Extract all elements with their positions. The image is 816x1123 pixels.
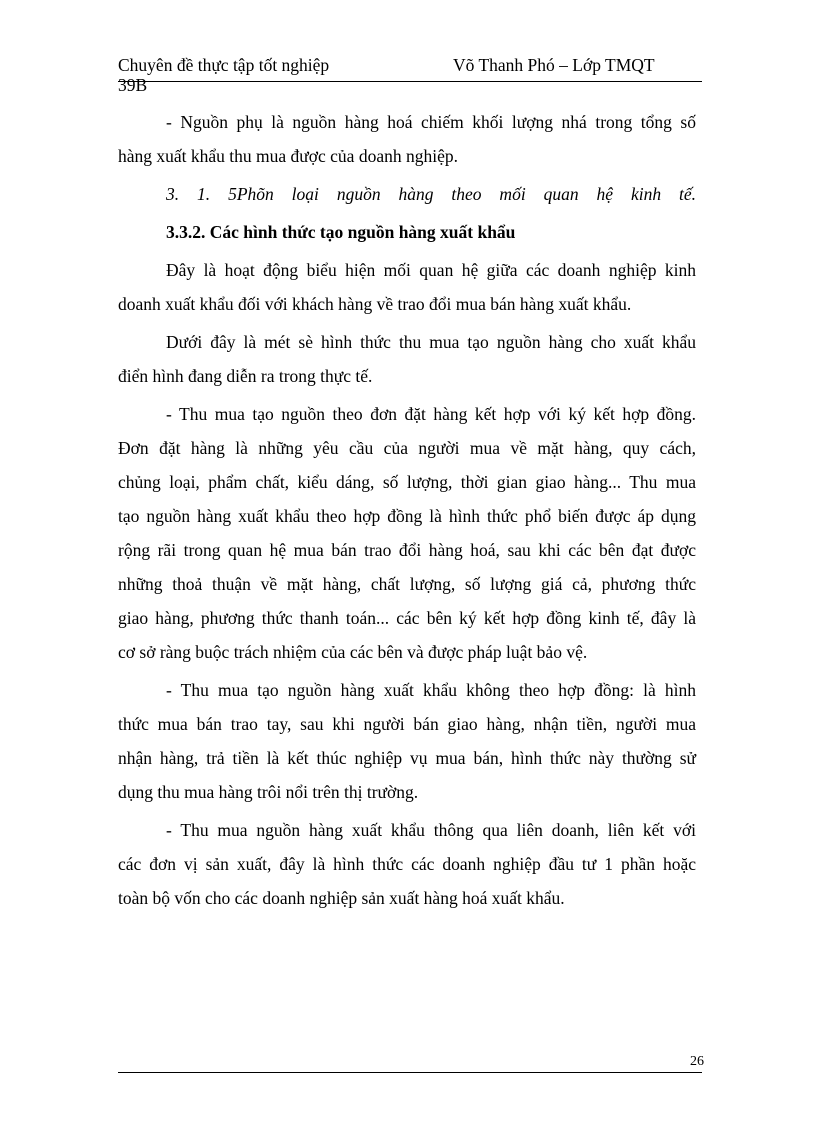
text-line: cơ sở ràng buộc trách nhiệm của các bên và được pháp luật bảo vệ.: [118, 642, 588, 662]
text-line: dụng thu mua hàng trôi nổi trên thị trường.: [118, 782, 419, 802]
text-line: - Thu mua tạo nguồn theo đơn đặt hàng kết hợp với ký kết hợp đồng.: [166, 404, 696, 424]
header-title: Chuyên đề thực tập tốt nghiệp: [118, 55, 330, 75]
text-line: những thoả thuận về mặt hàng, chất lượng, số lượng giá cả, phương thức: [118, 574, 696, 594]
header-class-continuation: 39B: [118, 75, 148, 95]
header-divider: [118, 81, 702, 82]
paragraph-joint-venture: [118, 813, 696, 915]
subheading-italic: 3. 1. 5Phõn loại nguồn hàng theo mối quan hệ kinh tế.: [166, 184, 696, 204]
paragraph-no-contract: [118, 673, 696, 809]
paragraph-intro: [118, 253, 696, 321]
text-line: toàn bộ vốn cho các doanh nghiệp sản xuất hàng hoá xuất khẩu.: [118, 888, 565, 908]
text-line: Đây là hoạt động biểu hiện mối quan hệ giữa các doanh nghiệp kinh: [166, 260, 696, 280]
text-line: Đơn đặt hàng là những yêu cầu của người mua về mặt hàng, quy cách,: [118, 438, 696, 458]
text-line: điển hình đang diễn ra trong thực tế.: [118, 366, 373, 386]
header-author: Võ Thanh Phó – Lớp TMQT: [453, 55, 655, 75]
text-line: - Nguồn phụ là nguồn hàng hoá chiếm khối lượng nhá trong tổng số: [166, 112, 696, 132]
text-line: hàng xuất khẩu thu mua được của doanh nghiệp.: [118, 146, 458, 166]
text-line: các đơn vị sản xuất, đây là hình thức các doanh nghiệp đầu tư 1 phần hoặc: [118, 854, 696, 874]
section-heading: 3.3.2. Các hình thức tạo nguồn hàng xuất khẩu: [166, 222, 516, 242]
paragraph-order-based: [118, 397, 696, 669]
text-line: chủng loại, phẩm chất, kiểu dáng, số lượng, thời gian giao hàng... Thu mua: [118, 472, 696, 492]
text-line: rộng rãi trong quan hệ mua bán trao đổi hàng hoá, sau khi các bên đạt được: [118, 540, 696, 560]
page-number: 26: [690, 1054, 704, 1069]
text-line: - Thu mua nguồn hàng xuất khẩu thông qua liên doanh, liên kết với: [166, 820, 696, 840]
paragraph-secondary-source: [118, 105, 696, 173]
text-line: tạo nguồn hàng xuất khẩu theo hợp đồng là hình thức phổ biến được áp dụng: [118, 506, 696, 526]
text-line: Dưới đây là mét sè hình thức thu mua tạo nguồn hàng cho xuất khẩu: [166, 332, 696, 352]
text-line: giao hàng, phương thức thanh toán... các bên ký kết hợp đồng kinh tế, đây là: [118, 608, 696, 628]
section-heading-wrapper: [118, 215, 696, 249]
text-line: doanh xuất khẩu đối với khách hàng về trao đổi mua bán hàng xuất khẩu.: [118, 294, 632, 314]
body-content: [118, 105, 696, 919]
text-line: nhận hàng, trả tiền là kết thúc nghiệp vụ mua bán, hình thức này thường sử: [118, 748, 696, 768]
footer-divider: [118, 1072, 702, 1073]
paragraph-classification: [118, 177, 696, 211]
text-line: thức mua bán trao tay, sau khi người bán giao hàng, nhận tiền, người mua: [118, 714, 696, 734]
text-line: - Thu mua tạo nguồn hàng xuất khẩu không theo hợp đồng: là hình: [166, 680, 696, 700]
paragraph-forms: [118, 325, 696, 393]
